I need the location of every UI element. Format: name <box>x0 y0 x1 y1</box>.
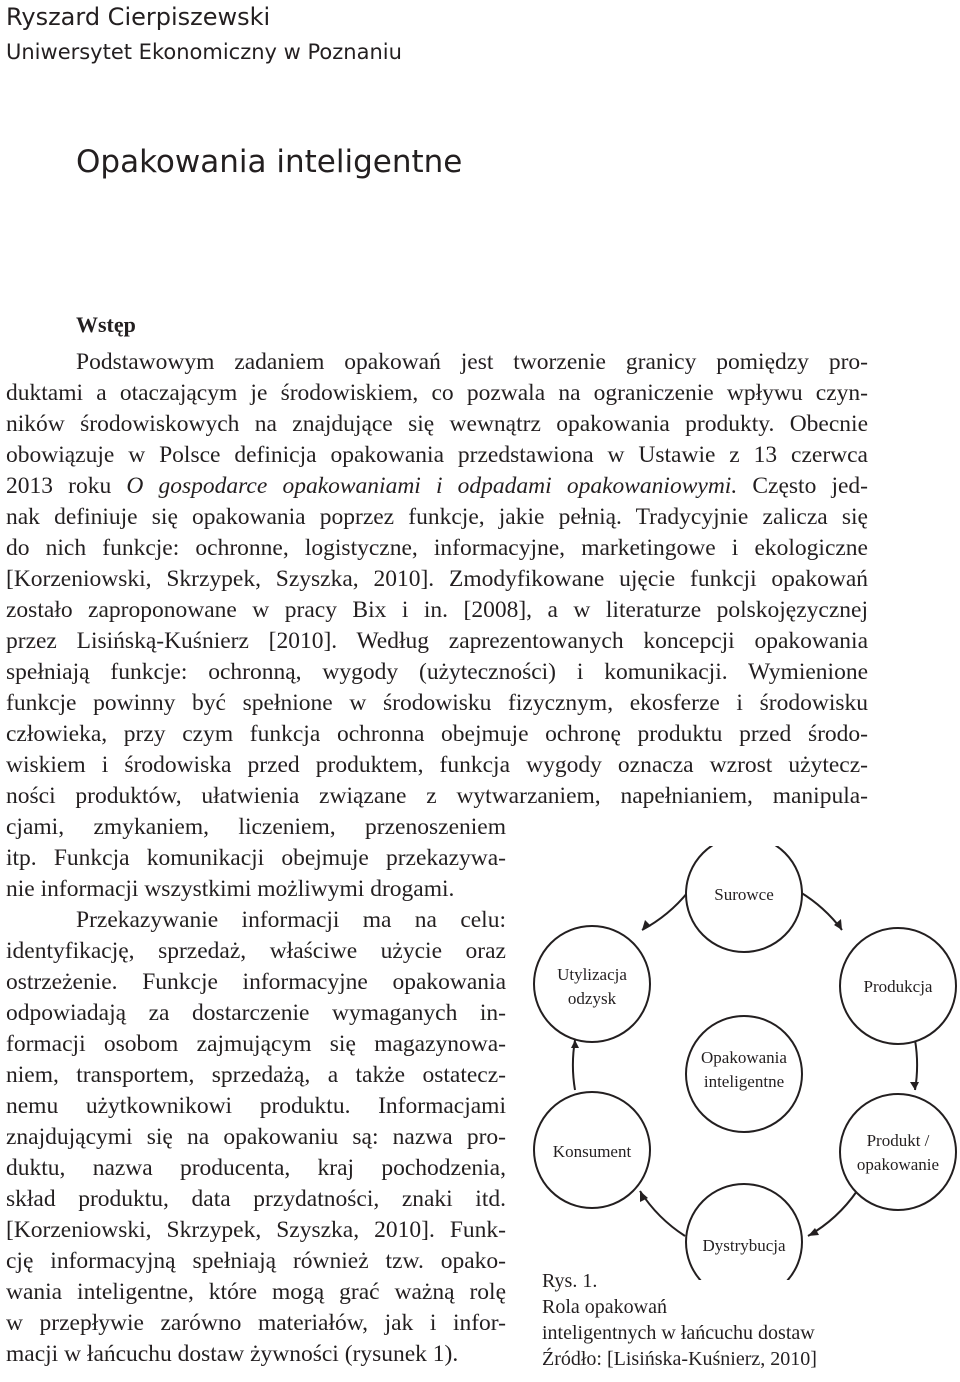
node-label-surowce: Surowce <box>714 885 774 904</box>
author-affiliation: Uniwersytet Ekonomiczny w Poznaniu <box>6 40 402 64</box>
body-line: niem, transportem, sprzedażą, a także ostatecz- <box>6 1062 506 1088</box>
body-line: duktu, nazwa producenta, kraj pochodzenia, <box>6 1155 506 1181</box>
body-line: duktami a otaczającym je środowiskiem, co pozwala na ograniczenie wpływu czyn- <box>6 380 868 406</box>
node-label-opakowanie: opakowanie <box>856 1155 940 1174</box>
body-line <box>6 471 868 502</box>
body-line: nie informacji wszystkimi możliwymi drogami. <box>6 876 455 902</box>
body-line: spełniają funkcje: ochronną, wygody (użyteczności) i komunikacji. Wymienione <box>6 659 868 685</box>
node-label-produkt: Produkt / <box>866 1131 930 1150</box>
body-line: Podstawowym zadaniem opakowań jest tworzenie granicy pomiędzy pro- <box>76 349 868 375</box>
node-circle-dystrybucja <box>686 1184 802 1280</box>
body-line: przez Lisińską-Kuśnierz [2010]. Według zaprezentowanych koncepcji opakowania <box>6 628 868 654</box>
body-line: odpowiadają za dostarczenie wymaganych in- <box>6 1000 506 1026</box>
body-line: człowieka, przy czym funkcja ochronna obejmuje ochronę produktu przed środo- <box>6 721 868 747</box>
section-heading: Wstęp <box>76 312 136 337</box>
node-label-utylizacja: Utylizacja <box>557 965 627 984</box>
supply-chain-diagram <box>530 846 960 1280</box>
body-line-end: Często jed- <box>737 473 869 499</box>
body-line: w przepływie zarówno materiałów, jak i infor- <box>6 1310 506 1336</box>
node-label-konsument: Konsument <box>552 1142 632 1161</box>
body-line: do nich funkcje: ochronne, logistyczne, informacyjne, marketingowe i ekologiczne <box>6 535 868 561</box>
body-line: funkcje powinny być spełnione w środowisku fizycznym, ekosferze i środowisku <box>6 690 868 716</box>
body-line: wania inteligentne, które mogą grać ważną rolę <box>6 1279 506 1305</box>
body-line: ników środowiskowych na znajdujące się wewnątrz opakowania produkty. Obecnie <box>6 411 868 437</box>
node-circle-utylizacja <box>534 926 650 1042</box>
body-line: identyfikację, sprzedaż, właściwe użycie oraz <box>6 938 506 964</box>
node-circle-produkt <box>840 1094 956 1210</box>
node-label-inteligentne: inteligentne <box>703 1072 785 1091</box>
body-line: zostało zaproponowane w pracy Bix i in. [2008], a w literaturze polskojęzycznej <box>6 597 868 623</box>
body-line: znajdującymi się na opakowaniu są: nazwa pro- <box>6 1124 506 1150</box>
body-line: cję informacyjną spełniają również tzw. opako- <box>6 1248 506 1274</box>
body-line-start: 2013 roku <box>6 473 127 499</box>
node-label-opakowania: Opakowania <box>701 1048 787 1067</box>
body-line: wiskiem i środowiska przed produktem, funkcja wygody oznacza wzrost użytecz- <box>6 752 868 778</box>
node-label-odzysk: odzysk <box>567 989 617 1008</box>
caption-source: Źródło: [Lisińska-Kuśnierz, 2010] <box>542 1348 817 1370</box>
arrow-head <box>910 1082 919 1090</box>
figure-caption <box>542 1268 817 1372</box>
body-line: cjami, zmykaniem, liczeniem, przenoszeniem <box>6 814 506 840</box>
caption-number: Rys. 1. <box>542 1270 598 1292</box>
caption-title-line: inteligentnych w łańcuchu dostaw <box>542 1322 815 1344</box>
body-line: nak definiuje się opakowania poprzez funkcje, jakie pełnią. Tradycyjnie zalicza się <box>6 504 868 530</box>
caption-title-line: Rola opakowań <box>542 1296 667 1318</box>
article-title: Opakowania inteligentne <box>76 144 463 180</box>
node-label-dystrybucja: Dystrybucja <box>702 1236 786 1255</box>
body-line: [Korzeniowski, Skrzypek, Szyszka, 2010]. Zmodyfikowane ujęcie funkcji opakowań <box>6 566 868 592</box>
body-line: [Korzeniowski, Skrzypek, Szyszka, 2010]. Funk- <box>6 1217 506 1243</box>
body-line: ności produktów, ułatwienia związane z wytwarzaniem, napełnianiem, manipula- <box>6 783 868 809</box>
body-line: ostrzeżenie. Funkcje informacyjne opakowania <box>6 969 506 995</box>
body-line: Przekazywanie informacji ma na celu: <box>76 907 506 933</box>
body-line: obowiązuje w Polsce definicja opakowania przedstawiona w Ustawie z 13 czerwca <box>6 442 868 468</box>
body-line: macji w łańcuchu dostaw żywności (rysunek 1). <box>6 1341 459 1367</box>
body-line: nemu użytkownikowi produktu. Informacjami <box>6 1093 506 1119</box>
body-line: formacji osobom zajmującym się magazynowa- <box>6 1031 506 1057</box>
body-line: skład produktu, data przydatności, znaki itd. <box>6 1186 506 1212</box>
law-title: O gospodarce opakowaniami i odpadami opakowaniowymi. <box>126 473 738 499</box>
node-label-produkcja: Produkcja <box>863 977 933 996</box>
body-line: itp. Funkcja komunikacji obejmuje przekazywa- <box>6 845 506 871</box>
author-name: Ryszard Cierpiszewski <box>6 3 271 31</box>
